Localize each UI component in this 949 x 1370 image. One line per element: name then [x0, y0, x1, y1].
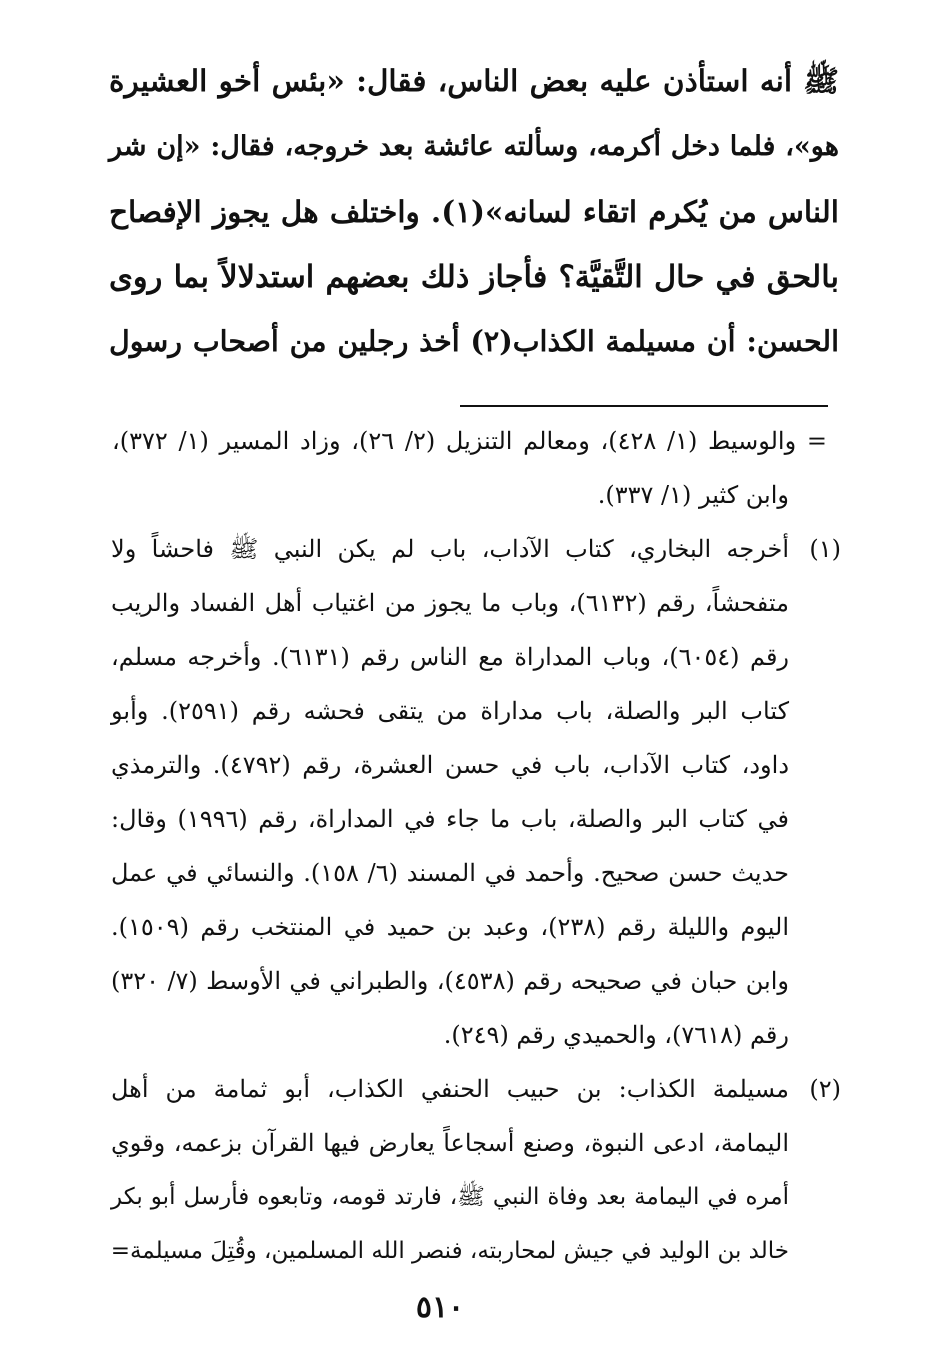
footnote-continuation-line: = والوسيط (١/ ٤٢٨)، ومعالم التنزيل (٢/ ٢٦)، وزاد المسير (١/ ٣٧٢)، — [112, 427, 827, 455]
footnote-line: أخرجه البخاري، كتاب الآداب، باب لم يكن النبي ﷺ فاحشاً ولا — [111, 535, 789, 563]
footnote-line: خالد بن الوليد في جيش لمحاربته، فنصر الله المسلمين، وقُتِلَ مسيلمة= — [110, 1238, 789, 1264]
footnote-divider — [460, 405, 828, 407]
main-text-line: الحسن: أن مسيلمة الكذاب(٢) أخذ رجلين من أصحاب رسول — [109, 324, 839, 358]
main-text-line: هو»، فلما دخل أكرمه، وسألته عائشة بعد خروجه، فقال: «إن شر — [109, 131, 839, 162]
footnote-line: أمره في اليمامة بعد وفاة النبي ﷺ، فارتد قومه، وتابعوه فأرسل أبو بكر — [111, 1184, 789, 1210]
footnote-line: داود، كتاب الآداب، باب في حسن العشرة، رقم (٤٧٩٢). والترمذي — [111, 751, 790, 779]
footnote-line: وابن حبان في صحيحه رقم (٤٥٣٨)، والطبراني في الأوسط (٧/ ٣٢٠) — [111, 967, 789, 995]
footnote-line: حديث حسن صحيح. وأحمد في المسند (٦/ ١٥٨). والنسائي في عمل — [111, 859, 789, 887]
footnote-line: اليوم والليلة رقم (٢٣٨)، وعبد بن حميد في المنتخب رقم (١٥٠٩). — [111, 913, 789, 941]
footnote-line: متفحشاً، رقم (٦١٣٢)، وباب ما يجوز من اغتياب أهل الفساد والريب — [111, 589, 790, 617]
footnote-number: (٢) — [809, 1075, 841, 1103]
footnote-line: في كتاب البر والصلة، باب ما جاء في المداراة، رقم (١٩٩٦) وقال: — [111, 805, 790, 833]
footnote-line: مسيلمة الكذاب: بن حبيب الحنفي الكذاب، أبو ثمامة من أهل — [111, 1075, 789, 1103]
footnote-line: اليمامة، ادعى النبوة، وصنع أسجاعاً يعارض فيها القرآن بزعمه، وقوي — [111, 1129, 789, 1157]
footnote-number: (١) — [809, 535, 841, 563]
footnote-line: رقم (٧٦١٨)، والحميدي رقم (٢٤٩). — [443, 1021, 789, 1049]
footnote-line: رقم (٦٠٥٤)، وباب المداراة مع الناس رقم (٦١٣١). وأخرجه مسلم، — [111, 643, 790, 671]
main-text-line: بالحق في حال التَّقيَّة؟ فأجاز ذلك بعضهم استدلالاً بما روى — [109, 259, 839, 295]
page-number: ٥١٠ — [415, 1290, 465, 1325]
main-text-line: الناس من يُكرم اتقاء لسانه»(١). واختلف هل يجوز الإفصاح — [109, 194, 839, 229]
footnote-line: كتاب البر والصلة، باب مداراة من يتقى فحشه رقم (٢٥٩١). وأبو — [111, 697, 789, 725]
main-text-line: ﷺ أنه استأذن عليه بعض الناس، فقال: «بئس أخو العشيرة — [109, 63, 839, 98]
footnote-continuation-line: وابن كثير (١/ ٣٣٧). — [597, 481, 789, 509]
